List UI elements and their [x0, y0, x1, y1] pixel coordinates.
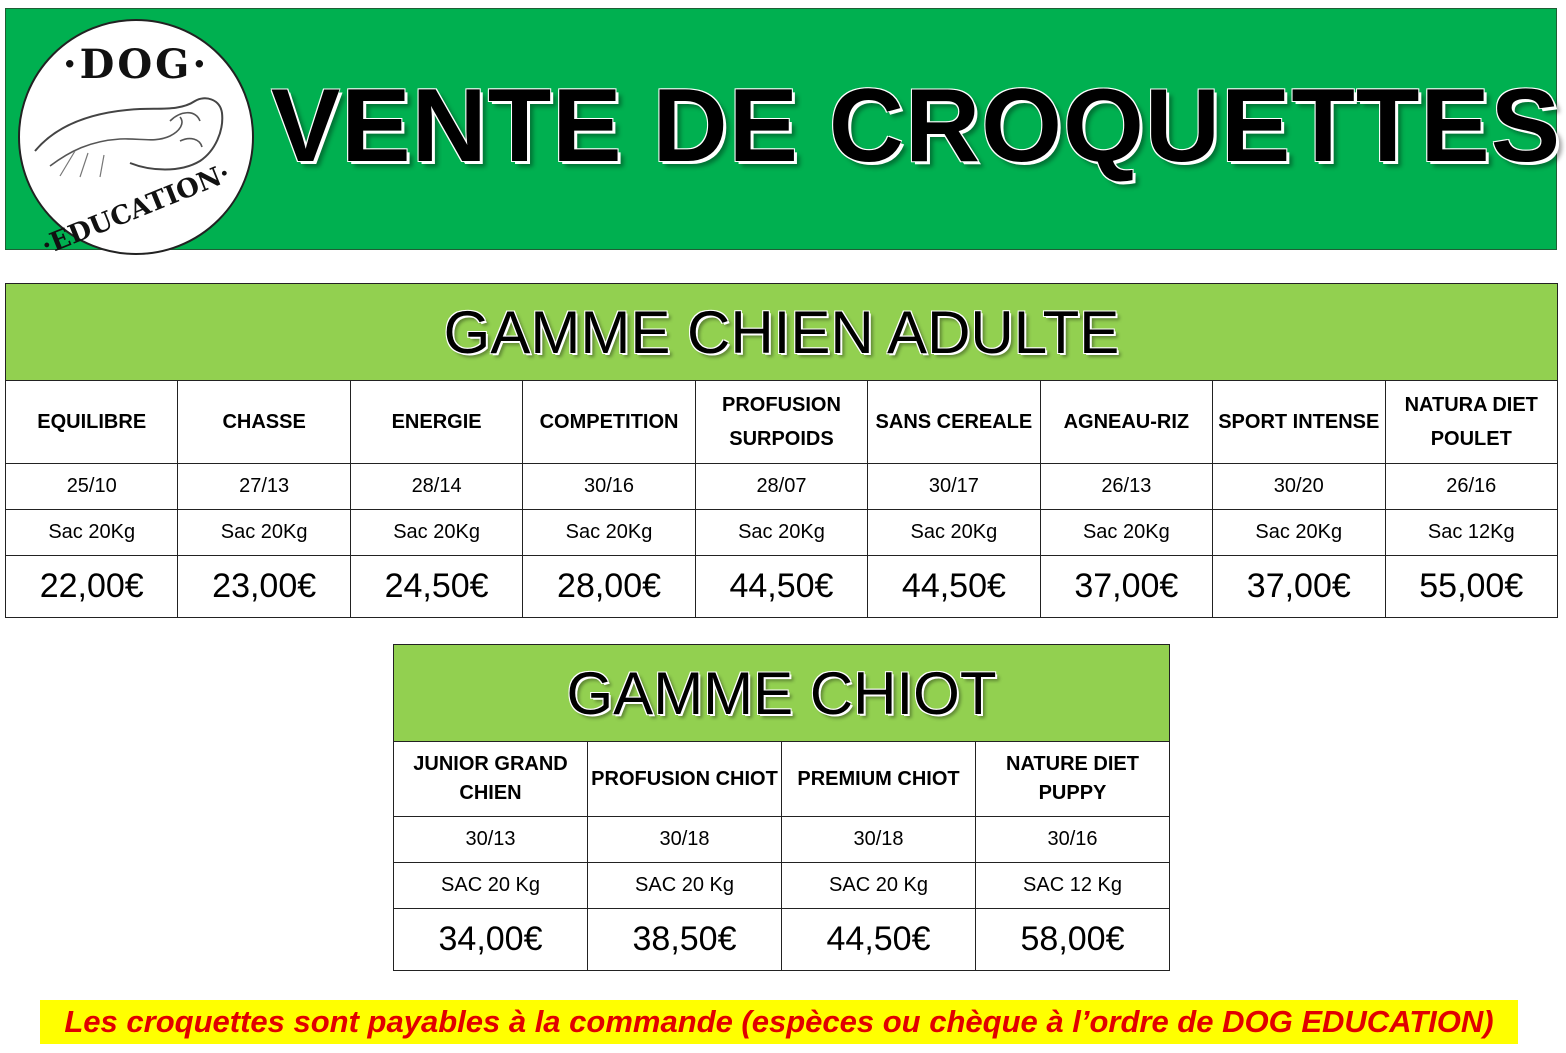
product-name: PROFUSION CHIOT	[588, 742, 782, 817]
product-ratio: 28/14	[350, 464, 522, 510]
product-price: 37,00€	[1213, 556, 1385, 618]
puppy-range-title: GAMME CHIOT	[394, 645, 1170, 742]
product-name: ENERGIE	[350, 381, 522, 464]
product-ratio: 26/16	[1385, 464, 1558, 510]
product-bag-size: Sac 20Kg	[868, 510, 1040, 556]
product-price: 55,00€	[1385, 556, 1558, 618]
product-price: 38,50€	[588, 909, 782, 971]
product-bag-size: Sac 20Kg	[350, 510, 522, 556]
product-ratio: 30/18	[588, 817, 782, 863]
product-price: 44,50€	[782, 909, 976, 971]
product-bag-size: Sac 12Kg	[1385, 510, 1558, 556]
product-price: 24,50€	[350, 556, 522, 618]
product-name: AGNEAU-RIZ	[1040, 381, 1212, 464]
product-ratio: 30/13	[394, 817, 588, 863]
product-name: NATURE DIET PUPPY	[976, 742, 1170, 817]
product-ratio: 27/13	[178, 464, 350, 510]
product-bag-size: Sac 20Kg	[1040, 510, 1212, 556]
adult-range-table	[5, 283, 1558, 618]
product-price: 34,00€	[394, 909, 588, 971]
logo-text-education: ·EDUCATION·	[37, 158, 235, 262]
table-row-ratios	[394, 817, 1170, 863]
product-name: SPORT INTENSE	[1213, 381, 1385, 464]
product-name: COMPETITION	[523, 381, 695, 464]
product-bag-size: Sac 20Kg	[523, 510, 695, 556]
product-name: SANS CEREALE	[868, 381, 1040, 464]
product-bag-size: SAC 20 Kg	[394, 863, 588, 909]
product-ratio: 30/20	[1213, 464, 1385, 510]
product-ratio: 25/10	[6, 464, 178, 510]
product-ratio: 30/16	[523, 464, 695, 510]
product-price: 22,00€	[6, 556, 178, 618]
product-price: 28,00€	[523, 556, 695, 618]
table-row-product-names	[6, 381, 1558, 464]
page-title: VENTE DE CROQUETTES	[270, 68, 1562, 184]
product-price: 23,00€	[178, 556, 350, 618]
product-name: PROFUSION SURPOIDS	[695, 381, 867, 464]
adult-range-title: GAMME CHIEN ADULTE	[6, 284, 1558, 381]
product-bag-size: Sac 20Kg	[178, 510, 350, 556]
product-price: 44,50€	[868, 556, 1040, 618]
header-banner	[5, 8, 1562, 262]
table-row-ratios	[6, 464, 1558, 510]
product-ratio: 28/07	[695, 464, 867, 510]
payment-notice: Les croquettes sont payables à la commande (espèces ou chèque à l’ordre de DOG EDUCATION)	[40, 1000, 1518, 1044]
product-bag-size: SAC 12 Kg	[976, 863, 1170, 909]
product-price: 44,50€	[695, 556, 867, 618]
product-name: EQUILIBRE	[6, 381, 178, 464]
product-price: 58,00€	[976, 909, 1170, 971]
puppy-range-table	[393, 644, 1170, 971]
product-price: 37,00€	[1040, 556, 1212, 618]
dog-education-logo	[18, 19, 254, 262]
product-name: CHASSE	[178, 381, 350, 464]
table-row-bag-sizes	[6, 510, 1558, 556]
product-bag-size: Sac 20Kg	[6, 510, 178, 556]
table-row-prices	[6, 556, 1558, 618]
table-row-prices	[394, 909, 1170, 971]
table-row-bag-sizes	[394, 863, 1170, 909]
product-name: JUNIOR GRAND CHIEN	[394, 742, 588, 817]
product-ratio: 26/13	[1040, 464, 1212, 510]
product-name: NATURA DIET POULET	[1385, 381, 1558, 464]
product-bag-size: SAC 20 Kg	[588, 863, 782, 909]
product-ratio: 30/16	[976, 817, 1170, 863]
table-row-product-names	[394, 742, 1170, 817]
product-name: PREMIUM CHIOT	[782, 742, 976, 817]
product-bag-size: Sac 20Kg	[1213, 510, 1385, 556]
product-bag-size: Sac 20Kg	[695, 510, 867, 556]
product-ratio: 30/17	[868, 464, 1040, 510]
logo-text-dog: ·DOG·	[62, 41, 210, 88]
product-ratio: 30/18	[782, 817, 976, 863]
product-bag-size: SAC 20 Kg	[782, 863, 976, 909]
